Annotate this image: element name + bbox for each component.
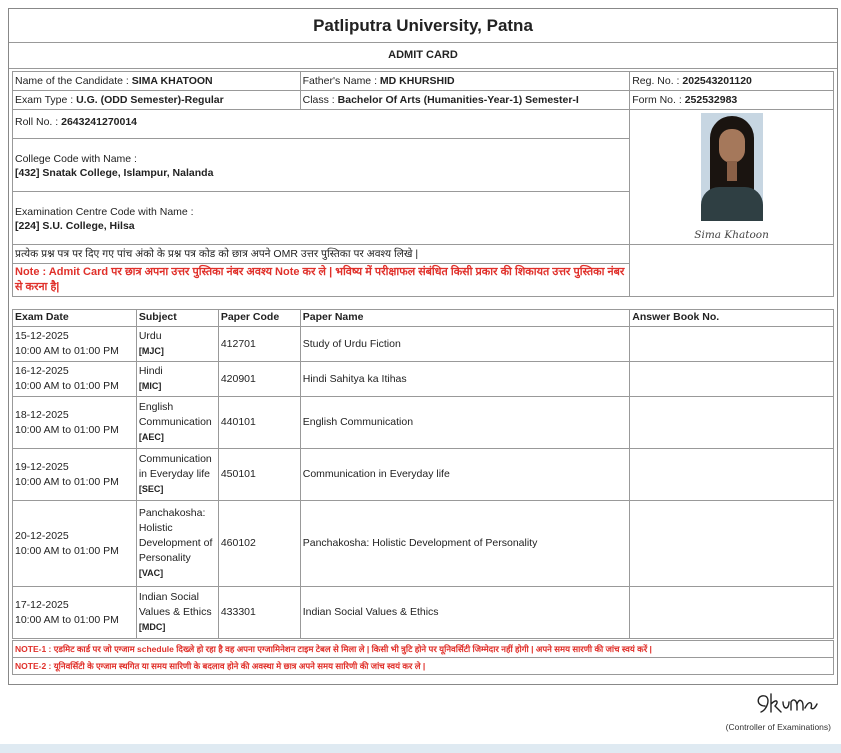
exam-schedule-table bbox=[12, 309, 834, 639]
admit-card bbox=[8, 8, 838, 685]
table-row: 16-12-2025 10:00 AM to 01:00 PM Hindi [MIC] 420901 Hindi Sahitya ka Itihas bbox=[13, 362, 834, 397]
candidate-info-table bbox=[12, 71, 834, 297]
controller-signature bbox=[751, 688, 831, 718]
answer-book-no bbox=[630, 397, 834, 449]
note-2: NOTE-2 : यूनिवर्सिटी के एग्जाम स्थगित या समय सारिणी के बदलाव होने की अवस्था मे छात्र अपने समय सारिणी की जांच स्वयं कर ले | bbox=[13, 658, 834, 675]
header-answer-book: Answer Book No. bbox=[630, 310, 834, 327]
controller-label: (Controller of Examinations) bbox=[725, 722, 831, 732]
admit-card-heading: ADMIT CARD bbox=[9, 43, 837, 69]
answer-book-no bbox=[630, 362, 834, 397]
notes-table bbox=[12, 640, 834, 675]
note-instruction: Note : Admit Card पर छात्र अपना उत्तर पुस्तिका नंबर अवश्य Note कर ले | भविष्य में परीक्षाफल संबंधित किसी प्रकार की शिकायत उत्तर पुस्तिका नंबर से करना है| bbox=[13, 264, 630, 297]
table-row: 20-12-2025 10:00 AM to 01:00 PM Panchakosha: Holistic Development of Personality [VAC] 460102 Panchakosha: Holistic Development of Personality bbox=[13, 501, 834, 587]
candidate-name-cell: Name of the Candidate : SIMA KHATOON bbox=[13, 72, 301, 91]
table-row: 15-12-2025 10:00 AM to 01:00 PM Urdu [MJC] 412701 Study of Urdu Fiction bbox=[13, 327, 834, 362]
form-no: 252532983 bbox=[684, 94, 738, 106]
instruction-line: प्रत्येक प्रश्न पत्र पर दिए गए पांच अंको के प्रश्न पत्र कोड को छात्र अपने OMR उत्तर पुस्तिका पर अवश्य लिखे | bbox=[13, 245, 630, 264]
centre-name: [224] S.U. College, Hilsa bbox=[15, 220, 135, 232]
form-no-cell: Form No. : 252532983 bbox=[630, 91, 834, 110]
answer-book-no bbox=[630, 327, 834, 362]
header-exam-date: Exam Date bbox=[13, 310, 137, 327]
table-header-row bbox=[13, 310, 834, 327]
bottom-scroll-area bbox=[0, 744, 841, 753]
controller-signature-block bbox=[721, 688, 831, 732]
roll-no: 2643241270014 bbox=[61, 116, 138, 128]
candidate-photo bbox=[701, 113, 763, 221]
college-cell: College Code with Name : [432] Snatak College, Islampur, Nalanda bbox=[13, 139, 630, 192]
reg-no: 202543201120 bbox=[682, 75, 752, 87]
answer-book-no bbox=[630, 587, 834, 639]
class-name: Bachelor Of Arts (Humanities-Year-1) Semester-I bbox=[337, 94, 579, 106]
exam-type-cell: Exam Type : U.G. (ODD Semester)-Regular bbox=[13, 91, 301, 110]
father-name-cell: Father's Name : MD KHURSHID bbox=[300, 72, 630, 91]
answer-book-no bbox=[630, 501, 834, 587]
university-title: Patliputra University, Patna bbox=[9, 9, 837, 43]
header-paper-code: Paper Code bbox=[218, 310, 300, 327]
table-row: 17-12-2025 10:00 AM to 01:00 PM Indian Social Values & Ethics [MDC] 433301 Indian Social Values & Ethics bbox=[13, 587, 834, 639]
photo-cell bbox=[630, 110, 834, 245]
table-row: 19-12-2025 10:00 AM to 01:00 PM Communication in Everyday life [SEC] 450101 Communication in Everyday life bbox=[13, 449, 834, 501]
note-1: NOTE-1 : एडमिट कार्ड पर जो एग्जाम schedule दिख्ले हो रहा है वह अपना एग्जामिनेशन टाइम टेबल से मिला ले | किसी भी त्रुटि होने पर यूनिवर्सिटी जिम्मेदार नहीं होगी | अपने समय सारणी की जांच स्वयं करें | bbox=[13, 641, 834, 658]
answer-book-no bbox=[630, 449, 834, 501]
reg-no-cell: Reg. No. : 202543201120 bbox=[630, 72, 834, 91]
table-row: 18-12-2025 10:00 AM to 01:00 PM English Communication [AEC] 440101 English Communication bbox=[13, 397, 834, 449]
father-name: MD KHURSHID bbox=[379, 75, 455, 87]
exam-type: U.G. (ODD Semester)-Regular bbox=[76, 94, 224, 106]
class-cell: Class : Bachelor Of Arts (Humanities-Year-1) Semester-I bbox=[300, 91, 630, 110]
centre-cell: Examination Centre Code with Name : [224] S.U. College, Hilsa bbox=[13, 192, 630, 245]
header-subject: Subject bbox=[136, 310, 218, 327]
candidate-signature: Sima Khatoon bbox=[694, 229, 769, 241]
college-name: [432] Snatak College, Islampur, Nalanda bbox=[15, 167, 214, 179]
roll-no-cell: Roll No. : 2643241270014 bbox=[13, 110, 630, 139]
candidate-name: SIMA KHATOON bbox=[131, 75, 213, 87]
header-paper-name: Paper Name bbox=[300, 310, 630, 327]
